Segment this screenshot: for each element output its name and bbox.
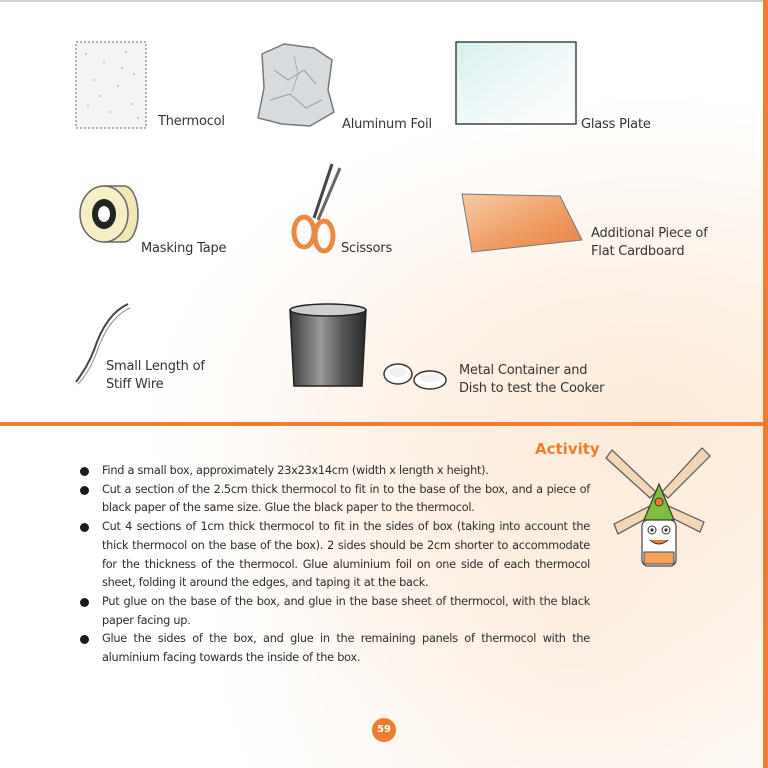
step-text: Cut a section of the 2.5cm thick thermocol to fit in to the base of the box, and a piece of black paper of the same size. Glue the black paper to the thermocol.	[102, 482, 590, 515]
cardboard-label-line2: Flat Cardboard	[591, 244, 685, 259]
list-item	[78, 518, 590, 593]
step-text: Find a small box, approximately 23x23x14cm (width x length x height).	[102, 464, 489, 477]
list-item	[78, 593, 590, 630]
bullet-icon	[80, 635, 89, 644]
right-edge-bar	[763, 0, 768, 768]
bullet-icon	[80, 467, 89, 476]
glass-plate-label: Glass Plate	[581, 117, 651, 132]
bullet-icon	[80, 486, 89, 495]
activity-steps	[78, 462, 590, 668]
cardboard-illustration	[458, 190, 586, 256]
aluminum-foil-illustration	[254, 40, 336, 130]
wire-label-line1: Small Length of	[106, 359, 205, 374]
step-text: Cut 4 sections of 1cm thick thermocol to fit in the sides of box (taking into account the thick thermocol on the base of the box). 2 sides should be 2cm shorter to accommodate for the thickness of the thermocol. Glue aluminium foil on one side of each thermocol sheet, folding it around the edges, and taping it at the back.	[102, 520, 590, 590]
step-text: Glue the sides of the box, and glue in the remaining panels of thermocol with the aluminium facing towards the inside of the box.	[102, 632, 590, 665]
section-divider	[0, 422, 768, 426]
masking-tape-illustration	[74, 180, 140, 250]
windmill-mascot-icon	[604, 440, 714, 580]
page-number: 59	[372, 718, 396, 742]
list-item	[78, 462, 590, 481]
glass-plate-illustration	[454, 40, 578, 126]
bullet-icon	[80, 598, 89, 607]
cardboard-label-line1: Additional Piece of	[591, 226, 708, 241]
aluminum-foil-label: Aluminum Foil	[342, 117, 432, 132]
scissors-illustration	[288, 160, 348, 256]
container-label-line2: Dish to test the Cooker	[459, 381, 605, 396]
thermocol-illustration	[74, 40, 150, 130]
container-label-line1: Metal Container and	[459, 363, 588, 378]
top-edge	[0, 0, 768, 2]
masking-tape-label: Masking Tape	[141, 241, 227, 256]
scissors-label: Scissors	[341, 241, 393, 256]
list-item	[78, 481, 590, 518]
thermocol-label: Thermocol	[158, 114, 225, 129]
metal-container-illustration	[286, 300, 448, 390]
list-item	[78, 630, 590, 667]
bullet-icon	[80, 523, 89, 532]
activity-heading: Activity	[535, 440, 600, 458]
wire-label-line2: Stiff Wire	[106, 377, 164, 392]
step-text: Put glue on the base of the box, and glue in the base sheet of thermocol, with the black paper facing up.	[102, 594, 590, 627]
